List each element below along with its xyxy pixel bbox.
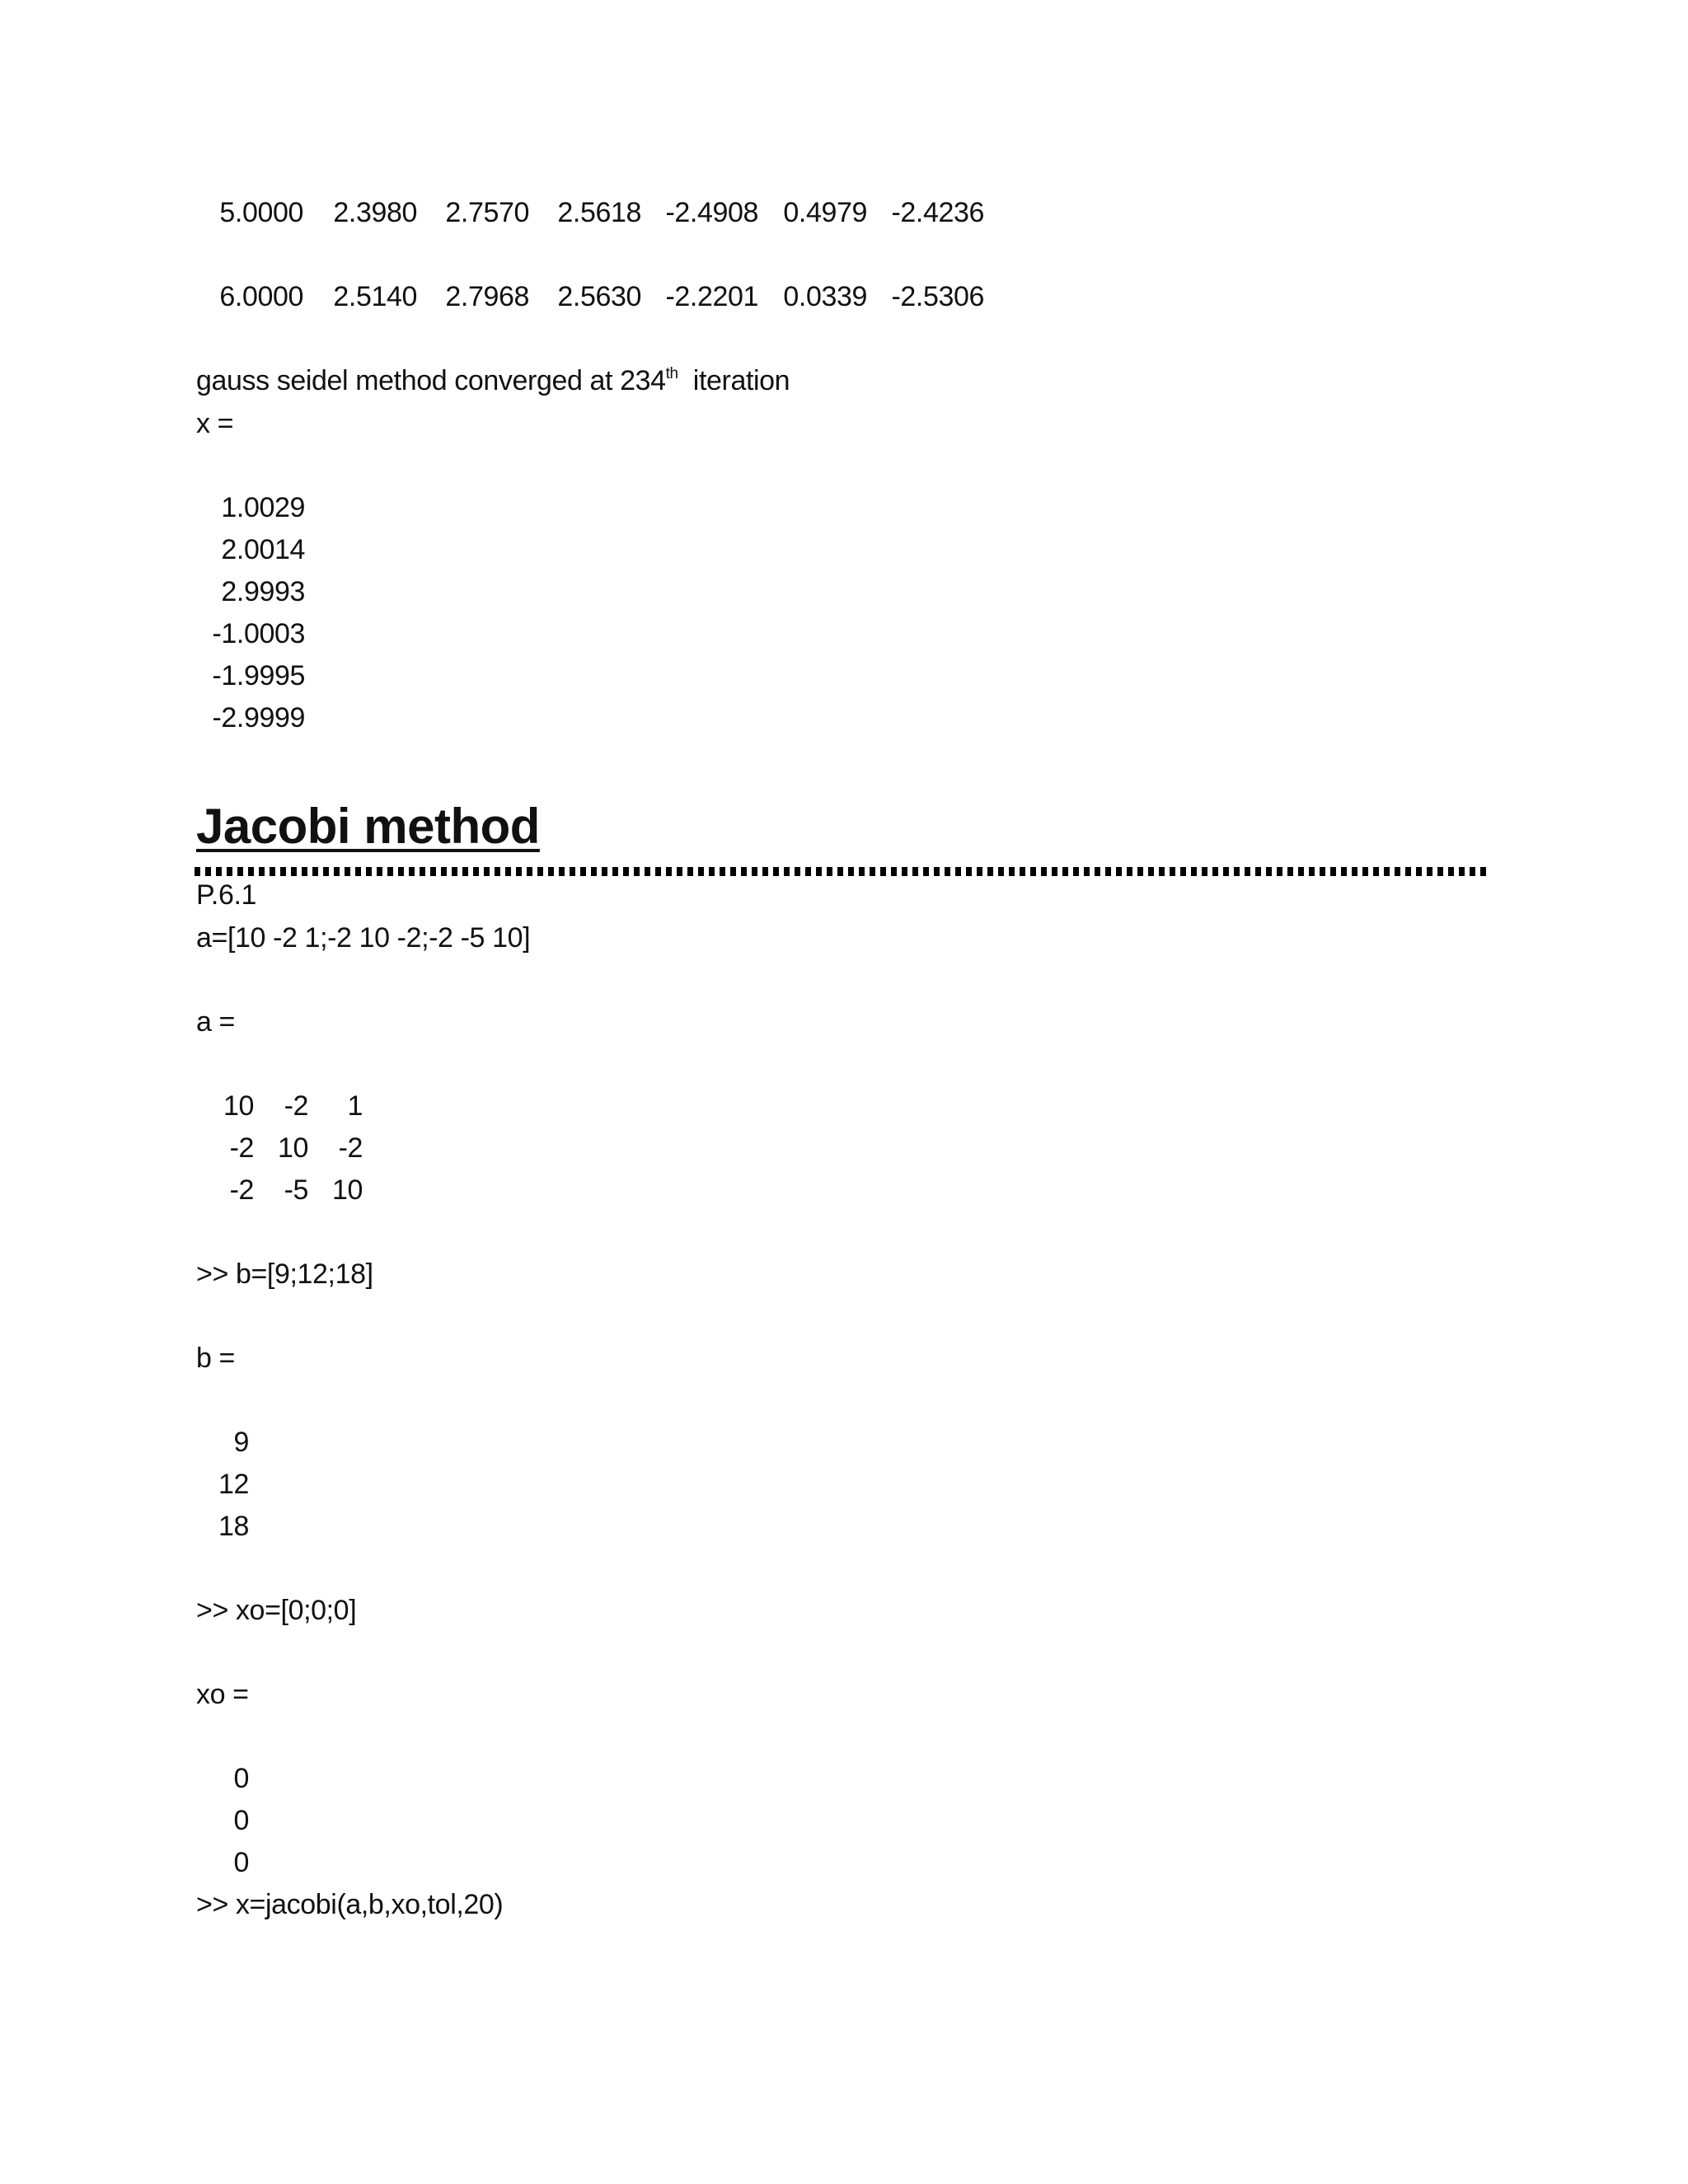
xo-value: 0 <box>233 1763 249 1794</box>
x-result-value: -1.0003 <box>212 618 305 649</box>
a-matrix-cell: 10 <box>223 1090 254 1122</box>
iteration-cell: -2.4908 <box>665 197 758 228</box>
b-command: >> b=[9;12;18] <box>196 1258 373 1290</box>
iteration-cell: 2.5630 <box>557 281 641 312</box>
convergence-prefix: gauss seidel method converged at 234 <box>196 365 666 396</box>
a-matrix-cell: -2 <box>338 1132 363 1164</box>
iteration-cell: 5.0000 <box>219 197 303 228</box>
xo-value: 0 <box>233 1805 249 1836</box>
a-matrix-cell: -2 <box>229 1132 254 1164</box>
iteration-cell: 6.0000 <box>219 281 303 312</box>
b-value: 18 <box>218 1511 249 1542</box>
a-matrix-cell: 10 <box>277 1132 308 1164</box>
xo-label: xo = <box>196 1679 249 1710</box>
a-command: a=[10 -2 1;-2 10 -2;-2 -5 10] <box>196 922 531 954</box>
iteration-cell: 2.7570 <box>445 197 529 228</box>
b-label: b = <box>196 1343 236 1374</box>
xo-value: 0 <box>233 1847 249 1878</box>
b-value: 12 <box>218 1469 249 1500</box>
iteration-cell: 2.5618 <box>557 197 641 228</box>
x-result-label: x = <box>196 408 234 439</box>
x-result-value: -1.9995 <box>212 660 305 691</box>
x-result-value: 2.0014 <box>221 534 305 565</box>
x-result-value: 2.9993 <box>221 576 305 607</box>
iteration-cell: 0.4979 <box>783 197 867 228</box>
iteration-cell: -2.2201 <box>665 281 758 312</box>
iteration-cell: 0.0339 <box>783 281 867 312</box>
x-result-value: -2.9999 <box>212 702 305 733</box>
a-matrix-cell: -5 <box>284 1174 308 1206</box>
iteration-cell: -2.4236 <box>891 197 984 228</box>
x-result-value: 1.0029 <box>221 492 305 523</box>
dotted-divider <box>195 867 1490 876</box>
section-heading: Jacobi method <box>196 799 540 854</box>
a-matrix-cell: -2 <box>284 1090 308 1122</box>
problem-label: P.6.1 <box>196 879 257 911</box>
iteration-cell: 2.5140 <box>333 281 417 312</box>
convergence-suffix: iteration <box>678 365 790 396</box>
xo-command: >> xo=[0;0;0] <box>196 1595 357 1626</box>
iteration-cell: 2.3980 <box>333 197 417 228</box>
convergence-message <box>196 364 790 397</box>
a-matrix-cell: 10 <box>331 1174 363 1206</box>
b-value: 9 <box>233 1427 249 1458</box>
a-matrix-cell: 1 <box>347 1090 363 1122</box>
x-command: >> x=jacobi(a,b,xo,tol,20) <box>196 1889 504 1920</box>
iteration-cell: 2.7968 <box>445 281 529 312</box>
convergence-superscript: th <box>665 365 678 382</box>
a-label: a = <box>196 1006 236 1038</box>
iteration-cell: -2.5306 <box>891 281 984 312</box>
a-matrix-cell: -2 <box>229 1174 254 1206</box>
